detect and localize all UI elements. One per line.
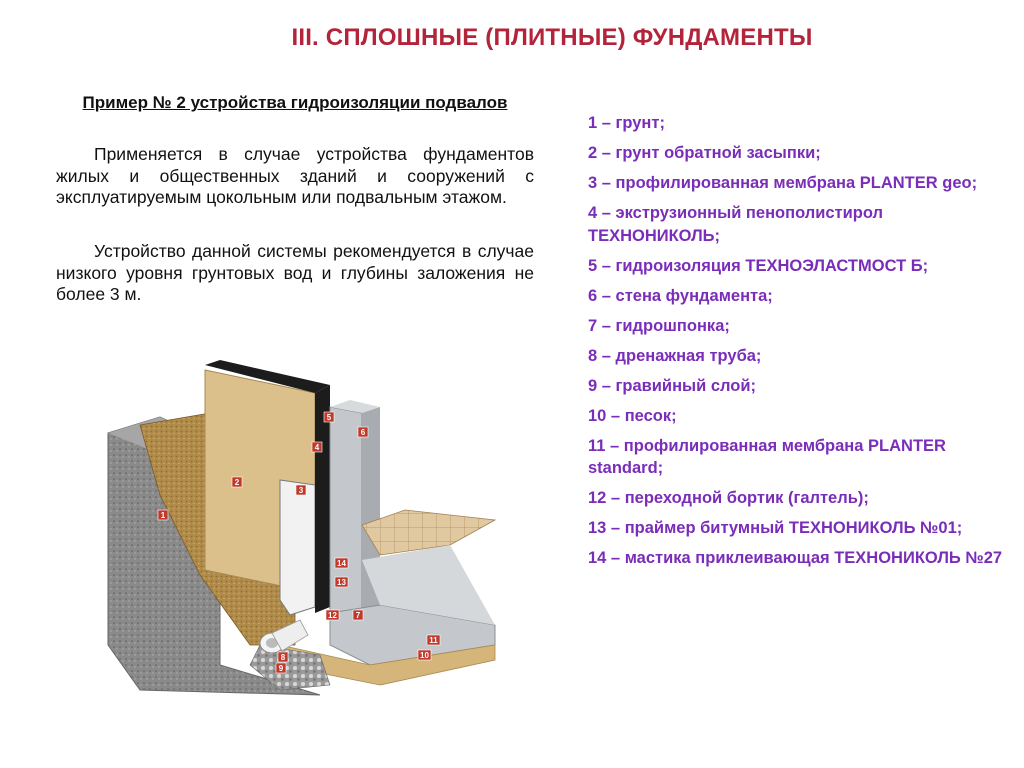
svg-text:8: 8 — [280, 653, 286, 662]
section-subtitle: Пример № 2 устройства гидроизоляции подвалов — [82, 93, 508, 112]
figure-tag-13 — [335, 577, 348, 587]
legend-item: 4 – экструзионный пенополистирол ТЕХНОНИКОЛЬ; — [588, 204, 884, 245]
figure-tag-4 — [312, 442, 322, 452]
svg-text:1: 1 — [160, 511, 166, 520]
legend-item: 13 – праймер битумный ТЕХНОНИКОЛЬ №01; — [588, 519, 963, 537]
figure-tag-14 — [335, 558, 348, 568]
legend-item: 3 – профилированная мембрана PLANTER geo; — [588, 174, 978, 192]
figure-tag-1 — [158, 510, 168, 520]
figure-tag-12 — [326, 610, 339, 620]
legend-item: 1 – грунт; — [588, 114, 665, 132]
svg-text:2: 2 — [234, 478, 240, 487]
page-title: III. СПЛОШНЫЕ (ПЛИТНЫЕ) ФУНДАМЕНТЫ — [291, 24, 813, 51]
svg-text:7: 7 — [355, 611, 361, 620]
foundation-cutaway-diagram — [100, 345, 560, 705]
svg-text:3: 3 — [298, 486, 304, 495]
svg-text:9: 9 — [278, 664, 284, 673]
legend-item: 7 – гидрошпонка; — [588, 316, 730, 335]
figure-tag-3 — [296, 485, 306, 495]
legend-item: 12 – переходной бортик (галтель); — [588, 489, 869, 507]
foundation-wall — [330, 407, 362, 620]
figure-tag-8 — [278, 652, 288, 662]
svg-text:5: 5 — [326, 413, 332, 422]
svg-text:6: 6 — [360, 428, 366, 437]
legend-item: 8 – дренажная труба; — [588, 346, 762, 365]
svg-text:12: 12 — [328, 611, 337, 620]
description-paragraph: Применяется в случае устройства фундаментов жилых и общественных зданий и сооружений с эксплуатируемым цокольным или подвальным этажом. — [56, 144, 534, 207]
figure-tag-11 — [427, 635, 440, 645]
legend-item: 2 – грунт обратной засыпки; — [588, 144, 821, 162]
svg-text:11: 11 — [429, 636, 438, 645]
foundation-illustration — [100, 345, 560, 705]
description-paragraph: Устройство данной системы рекомендуется в случае низкого уровня грунтовых вод и глубины заложения не более 3 м. — [56, 241, 534, 304]
figure-tag-7 — [353, 610, 363, 620]
legend-item: 9 – гравийный слой; — [588, 376, 757, 395]
legend-item: 5 – гидроизоляция ТЕХНОЭЛАСТМОСТ Б; — [588, 256, 929, 275]
legend-item: 6 – стена фундамента; — [588, 286, 773, 305]
figure-tag-5 — [324, 412, 334, 422]
svg-text:10: 10 — [420, 651, 429, 660]
membrane-layer — [280, 480, 315, 615]
svg-text:14: 14 — [337, 559, 346, 568]
svg-text:13: 13 — [337, 578, 346, 587]
legend-list — [588, 112, 1003, 577]
legend-item: 10 – песок; — [588, 406, 677, 425]
legend-item: 11 – профилированная мембрана PLANTER standard; — [588, 436, 946, 477]
figure-tag-9 — [276, 663, 286, 673]
figure-tag-2 — [232, 477, 242, 487]
svg-text:4: 4 — [314, 443, 320, 452]
tiled-floor — [362, 510, 495, 555]
figure-tag-10 — [418, 650, 431, 660]
legend-item: 14 – мастика приклеивающая ТЕХНОНИКОЛЬ №27 — [588, 549, 1003, 567]
figure-tag-6 — [358, 427, 368, 437]
